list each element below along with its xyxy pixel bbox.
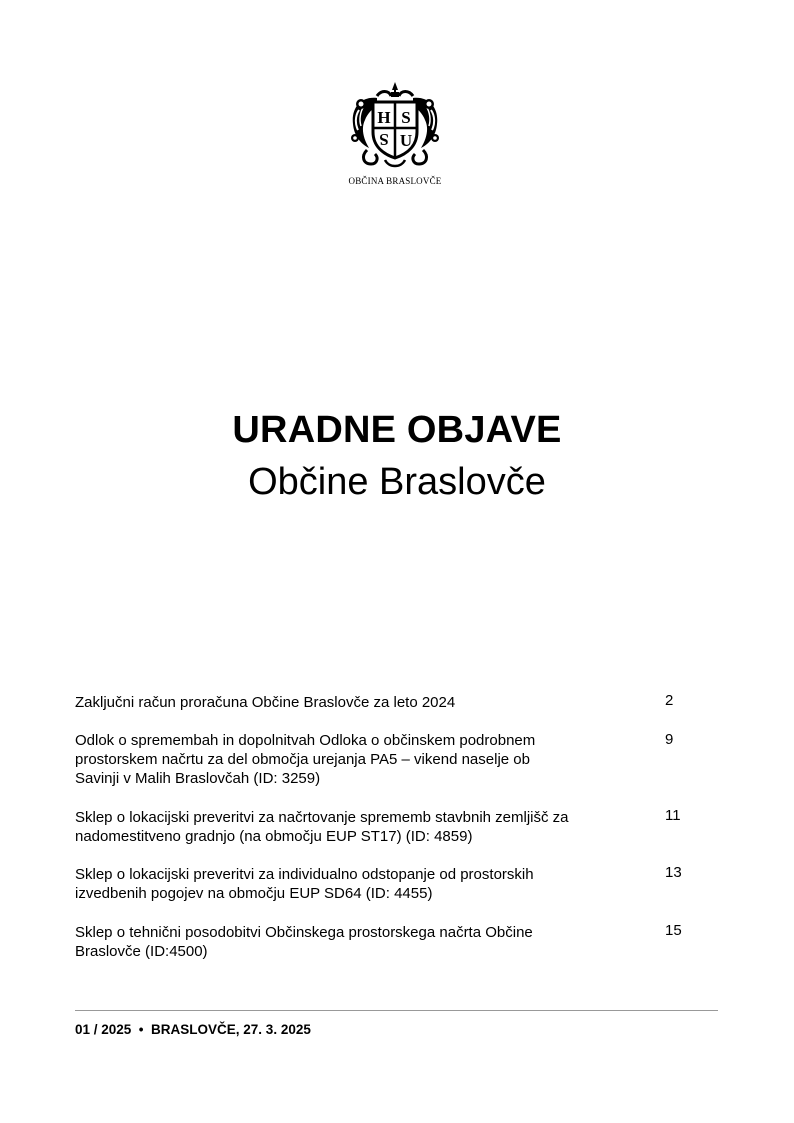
- issue-footer: 01 / 2025 • BRASLOVČE, 27. 3. 2025: [75, 1022, 311, 1037]
- toc-entry-line: Sklep o lokacijski preveritvi za načrtovanje sprememb stavbnih zemljišč za: [75, 809, 569, 826]
- toc-page-number: 11: [665, 807, 681, 824]
- toc-entry-line: Sklep o lokacijski preveritvi za individualno odstopanje od prostorskih: [75, 866, 534, 883]
- toc-entry-line: nadomestitveno gradnjo (na območju EUP ST17) (ID: 4859): [75, 828, 473, 845]
- logo-letter-h: H: [377, 108, 391, 127]
- municipality-logo: [340, 80, 450, 190]
- toc-page-number: 15: [665, 922, 682, 939]
- toc-page-number: 9: [665, 731, 674, 748]
- page-title: URADNE OBJAVE: [232, 409, 562, 451]
- logo-letter-s-inverted: S: [379, 130, 389, 149]
- logo-letter-s: S: [401, 108, 411, 127]
- toc-entry-line: Sklep o tehnični posodobitvi Občinskega prostorskega načrta Občine: [75, 924, 533, 941]
- toc-entry-2[interactable]: [75, 731, 635, 788]
- toc-entry-5[interactable]: [75, 923, 635, 961]
- toc-entry-line: Odlok o spremembah in dopolnitvah Odloka o občinskem podrobnem: [75, 732, 536, 749]
- toc-entry-line: Savinji v Malih Braslovčah (ID: 3259): [75, 770, 321, 787]
- toc-page-number: 13: [665, 864, 682, 881]
- toc-entry-1[interactable]: [75, 693, 635, 712]
- logo-letter-u: U: [399, 131, 413, 150]
- toc-page-number: 2: [665, 692, 674, 709]
- logo-caption: OBČINA BRASLOVČE: [348, 176, 442, 186]
- toc-entry-line: izvedbenih pogojev na območju EUP SD64 (ID: 4455): [75, 885, 433, 902]
- footer-divider: [75, 1010, 718, 1011]
- toc-entry-text: Zaključni račun proračuna Občine Braslovče za leto 2024: [75, 694, 456, 711]
- toc-entry-3[interactable]: [75, 808, 635, 846]
- coat-of-arms-icon: [347, 80, 443, 172]
- toc-entry-line: prostorskem načrtu za del območja urejanja PA5 – vikend naselje ob: [75, 751, 530, 768]
- toc-entry-line: Braslovče (ID:4500): [75, 943, 208, 960]
- toc-entry-4[interactable]: [75, 865, 635, 903]
- page-subtitle: Občine Braslovče: [248, 461, 546, 503]
